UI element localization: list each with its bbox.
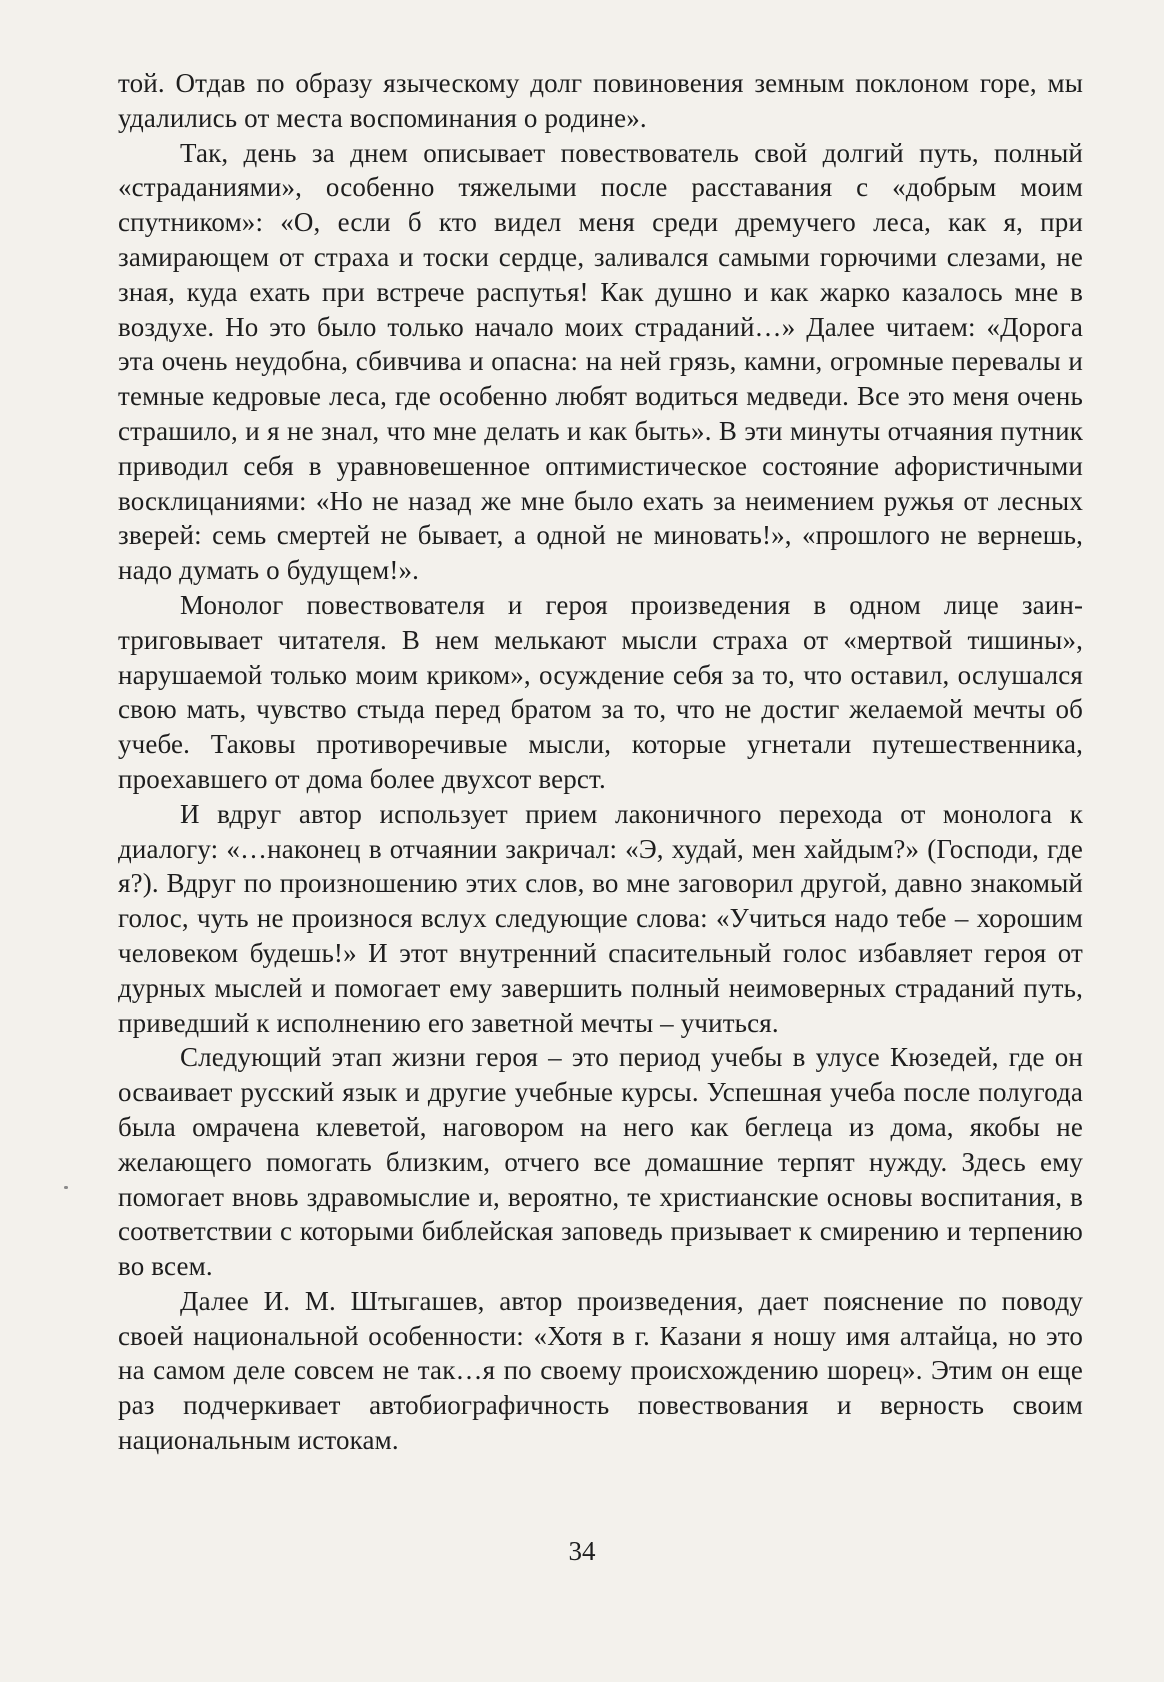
paragraph-3: Монолог повествователя и героя произведения в одном лице заинтриговывает читателя. В нем мелькают мысли страха от «мертвой тишины», нарушаемой только моим криком», осуждение себя за то, что оставил, ослушался свою мать, чувство стыда перед братом за то, что не достиг желаемой мечты об учебе. Таковы противоречивые мысли, которые угнетали путешественника, проехавшего от дома более двухсот верст. — [118, 589, 1083, 794]
paragraph-6: Далее И. М. Штыгашев, автор произведения, дает пояснение по поводу своей национальной особенности: «Хотя в г. Казани я ношу имя алтайца, но это на самом деле совсем не так…я по своему происхождению шорец». Этим он еще раз подчеркивает автобиографичность повествования и верность своим национальным истокам. — [118, 1285, 1083, 1456]
paragraph-1: той. Отдав по образу языческому долг повиновения земным поклоном горе, мы удалились от места воспоминания о родине». — [118, 68, 1083, 133]
page-number: 34 — [568, 1536, 596, 1566]
paragraph-5: Следующий этап жизни героя – это период учебы в улусе Кюзедей, где он осваивает русский язык и другие учебные курсы. Успешная учеба после полугода была омрачена клеветой, наговором на него как беглеца из дома, якобы не желающего помогать близким, отчего все домашние терпят нужду. Здесь ему помогает вновь здравомыслие и, вероятно, те христианские основы воспитания, в соответствии с которыми библейская заповедь призывает к смирению и терпению во всем. — [118, 1042, 1083, 1282]
scan-speck — [64, 1186, 68, 1189]
paragraph-4: И вдруг автор использует прием лаконичного перехода от монолога к диалогу: «…наконец в отчаянии закричал: «Э, худай, мен хайдым?» (Господи, где я?). Вдруг по произношению этих слов, во мне заговорил другой, давно знакомый голос, чуть не произнося вслух следующие слова: «Учиться надо тебе – хорошим человеком будешь!» И этот внутренний спасительный голос избавляет героя от дурных мыслей и помогает ему завершить полный неимоверных страданий путь, приведший к исполнению его заветной мечты – учиться. — [118, 798, 1083, 1038]
paragraph-2: Так, день за днем описывает повествователь свой долгий путь, полный «страданиями», особенно тяжелыми после расставания с «добрым моим спутником»: «О, если б кто видел меня среди дремучего леса, как я, при замирающем от страха и тоски сердце, заливался самыми горючими слезами, не зная, куда ехать при встрече распутья! Как душно и как жарко казалось мне в воздухе. Но это было только начало моих страданий…» Далее читаем: «Дорога эта очень неудобна, сбивчива и опасна: на ней грязь, камни, огромные перевалы и темные кедровые леса, где особенно любят водиться медведи. Все это меня очень страшило, и я не знал, что мне делать и как быть». В эти минуты отчаяния путник приводил себя в уравновешенное оптимистическое состояние афористичными восклицаниями: «Но не назад же мне было ехать за неимением ружья от лесных зверей: семь смертей не бывает, а одной не миновать!», «прошлого не вернешь, надо думать о будущем!». — [118, 137, 1083, 586]
page-body — [118, 66, 1083, 1458]
